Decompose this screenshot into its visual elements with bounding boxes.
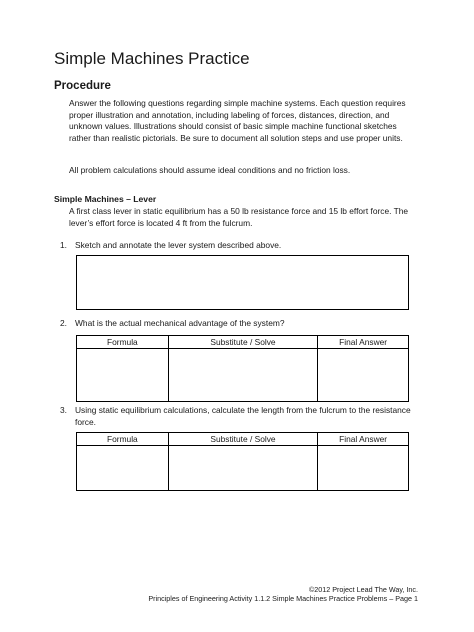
final-answer-header: Final Answer [318, 336, 409, 349]
final-answer-cell[interactable] [318, 446, 409, 491]
final-answer-cell[interactable] [318, 349, 409, 402]
lever-section-heading: Simple Machines – Lever [54, 194, 157, 204]
page-title: Simple Machines Practice [54, 49, 250, 68]
question-1 [60, 240, 412, 252]
sketch-answer-box[interactable] [76, 255, 409, 310]
course-line: Principles of Engineering Activity 1.1.2 Simple Machines Practice Problems – Page 1 [148, 594, 418, 603]
final-answer-header: Final Answer [318, 433, 409, 446]
question-number: 3. [60, 405, 67, 415]
lever-description: A first class lever in static equilibrium has a 50 lb resistance force and 15 lb effort force. The lever’s effort force is located 4 ft from the fulcrum. [69, 206, 409, 228]
formula-header: Formula [77, 433, 169, 446]
substitute-solve-cell[interactable] [168, 349, 318, 402]
substitute-solve-cell[interactable] [168, 446, 318, 491]
procedure-paragraph-1: Answer the following questions regarding simple machine systems. Each question requires proper illustration and annotation, including labeling of forces, distances, direction, and unknown values. Illustrations should consist of basic simple machine functional sketches rather than realistic pictorials. Be sure to document all solution steps and use proper units. [69, 98, 406, 143]
procedure-paragraph-2: All problem calculations should assume ideal conditions and no friction loss. [69, 165, 351, 175]
answer-table-question-3 [76, 432, 409, 491]
question-text: Sketch and annotate the lever system described above. [75, 240, 282, 250]
substitute-solve-header: Substitute / Solve [168, 433, 318, 446]
formula-cell[interactable] [77, 349, 169, 402]
question-2 [60, 318, 412, 330]
procedure-heading: Procedure [54, 80, 111, 92]
substitute-solve-header: Substitute / Solve [168, 336, 318, 349]
question-number: 1. [60, 240, 67, 250]
page-footer [148, 585, 418, 603]
question-text: Using static equilibrium calculations, calculate the length from the fulcrum to the resistance force. [75, 405, 411, 427]
formula-cell[interactable] [77, 446, 169, 491]
question-text: What is the actual mechanical advantage of the system? [75, 318, 285, 328]
answer-table-question-2 [76, 335, 409, 402]
formula-header: Formula [77, 336, 169, 349]
copyright-text: ©2012 Project Lead The Way, Inc. [308, 585, 418, 594]
question-number: 2. [60, 318, 67, 328]
question-3 [60, 405, 412, 428]
